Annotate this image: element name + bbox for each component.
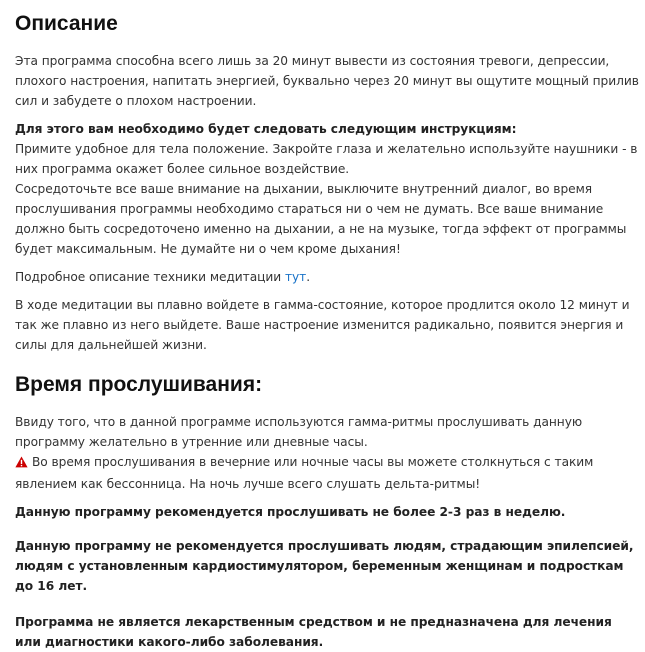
- warning-text: Во время прослушивания в вечерние или ночные часы вы можете столкнуться с таким явлением как бессонница. На ночь лучше всего слушать дельта-ритмы!: [15, 455, 594, 491]
- article-content: [15, 0, 640, 652]
- warning-icon: [15, 454, 28, 474]
- technique-paragraph: [15, 267, 640, 287]
- intro-paragraph: Эта программа способна всего лишь за 20 минут вывести из состояния тревоги, депрессии, плохого настроения, напитать энергией, буквально через 20 минут вы ощутите мощный прилив сил и забудете о плохом настроении.: [15, 54, 639, 108]
- frequency-paragraph: Данную программу рекомендуется прослушивать не более 2-3 раз в неделю.: [15, 505, 566, 519]
- instructions-title: Для этого вам необходимо будет следовать следующим инструкциям:: [15, 122, 517, 136]
- time-text: Ввиду того, что в данной программе используются гамма-ритмы прослушивать данную программу желательно в утренние или дневные часы.: [15, 415, 583, 449]
- instructions-paragraph: [15, 119, 640, 259]
- description-heading: Описание: [15, 12, 118, 35]
- technique-link[interactable]: тут: [284, 270, 307, 284]
- disclaimer-paragraph: Программа не является лекарственным средством и не предназначена для лечения или диагностики какого-либо заболевания.: [15, 615, 612, 649]
- instructions-text: Примите удобное для тела положение. Закройте глаза и желательно используйте наушники - в них программа окажет более сильное воздействие.: [15, 142, 638, 176]
- contraindications-paragraph: Данную программу не рекомендуется прослушивать людям, страдающим эпилепсией, людям с установленным кардиостимулятором, беременным женщинам и подросткам до 16 лет.: [15, 539, 634, 593]
- focus-text: Сосредоточьте все ваше внимание на дыхании, выключите внутренний диалог, во время прослушивания программы необходимо стараться ни о чем не думать. Все ваше внимание должно быть сосредоточено именно на дыхании, а не на музыке, тогда эффект от программы будет максимальным. Не думайте ни о чем кроме дыхания!: [15, 182, 627, 256]
- technique-suffix: .: [306, 270, 311, 284]
- listening-time-heading: Время прослушивания:: [15, 373, 263, 396]
- technique-prefix: Подробное описание техники медитации: [15, 270, 285, 284]
- gamma-paragraph: В ходе медитации вы плавно войдете в гамма-состояние, которое продлится около 12 минут и так же плавно из него выйдете. Ваше настроение изменится радикально, появится энергия и силы для дальнейшей жизни.: [15, 298, 630, 352]
- listening-paragraph: [15, 412, 640, 494]
